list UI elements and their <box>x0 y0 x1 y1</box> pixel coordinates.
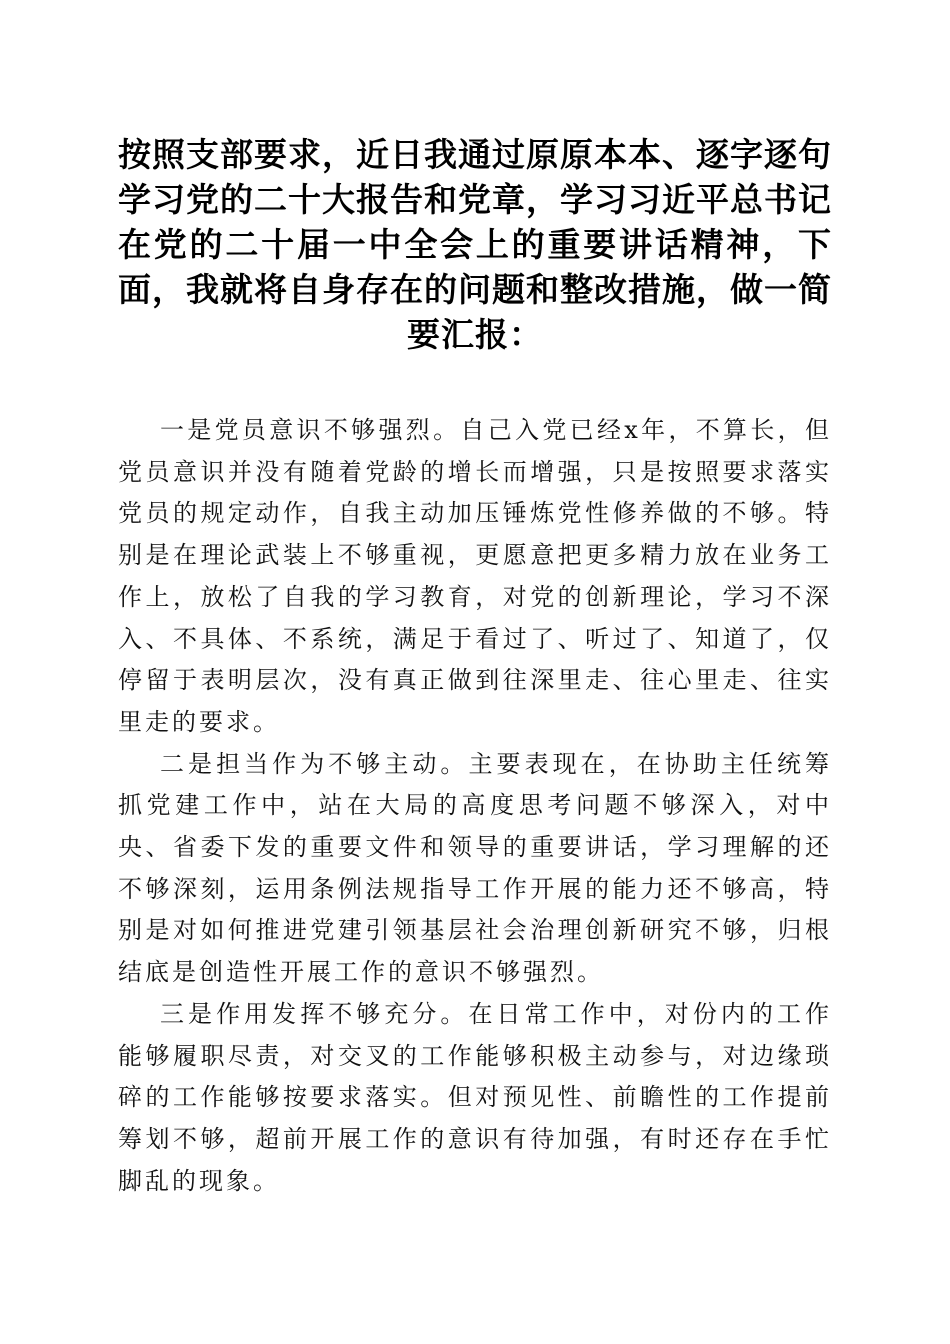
paragraph-responsibility <box>118 744 832 994</box>
paragraph-lead: 二是担当作为不够主动。 <box>160 749 469 778</box>
paragraph-role <box>118 994 832 1203</box>
paragraph-lead: 一是党员意识不够强烈。 <box>160 416 461 444</box>
paragraph-lead: 三是作用发挥不够充分。 <box>160 999 469 1028</box>
paragraph-party-awareness <box>118 410 832 744</box>
paragraph-text: 自己入党已经x年，不算长，但党员意识并没有随着党龄的增长而增强，只是按照要求落实党员的规定动作，自我主动加压锤炼党性修养做的不够。特别是在理论武装上不够重视，更愿意把更多精力放在业务工作上，放松了自我的学习教育，对党的创新理论，学习不深入、不具体、不系统，满足于看过了、听过了、知道了，仅停留于表明层次，没有真正做到往深里走、往心里走、往实里走的要求。 <box>118 416 832 736</box>
document-body <box>118 410 832 1202</box>
paragraph-text: 主要表现在，在协助主任统筹抓党建工作中，站在大局的高度思考问题不够深入，对中央、省委下发的重要文件和领导的重要讲话，学习理解的还不够深刻，运用条例法规指导工作开展的能力还不够高，特别是对如何推进党建引领基层社会治理创新研究不够，归根结底是创造性开展工作的意识不够强烈。 <box>118 749 833 987</box>
document-title: 按照支部要求，近日我通过原原本本、逐字逐句学习党的二十大报告和党章，学习习近平总书记在党的二十届一中全会上的重要讲话精神，下面，我就将自身存在的问题和整改措施，做一简要汇报： <box>118 135 832 354</box>
paragraph-text: 在日常工作中，对份内的工作能够履职尽责，对交叉的工作能够积极主动参与，对边缘琐碎的工作能够按要求落实。但对预见性、前瞻性的工作提前筹划不够，超前开展工作的意识有待加强，有时还存在手忙脚乱的现象。 <box>118 999 833 1195</box>
